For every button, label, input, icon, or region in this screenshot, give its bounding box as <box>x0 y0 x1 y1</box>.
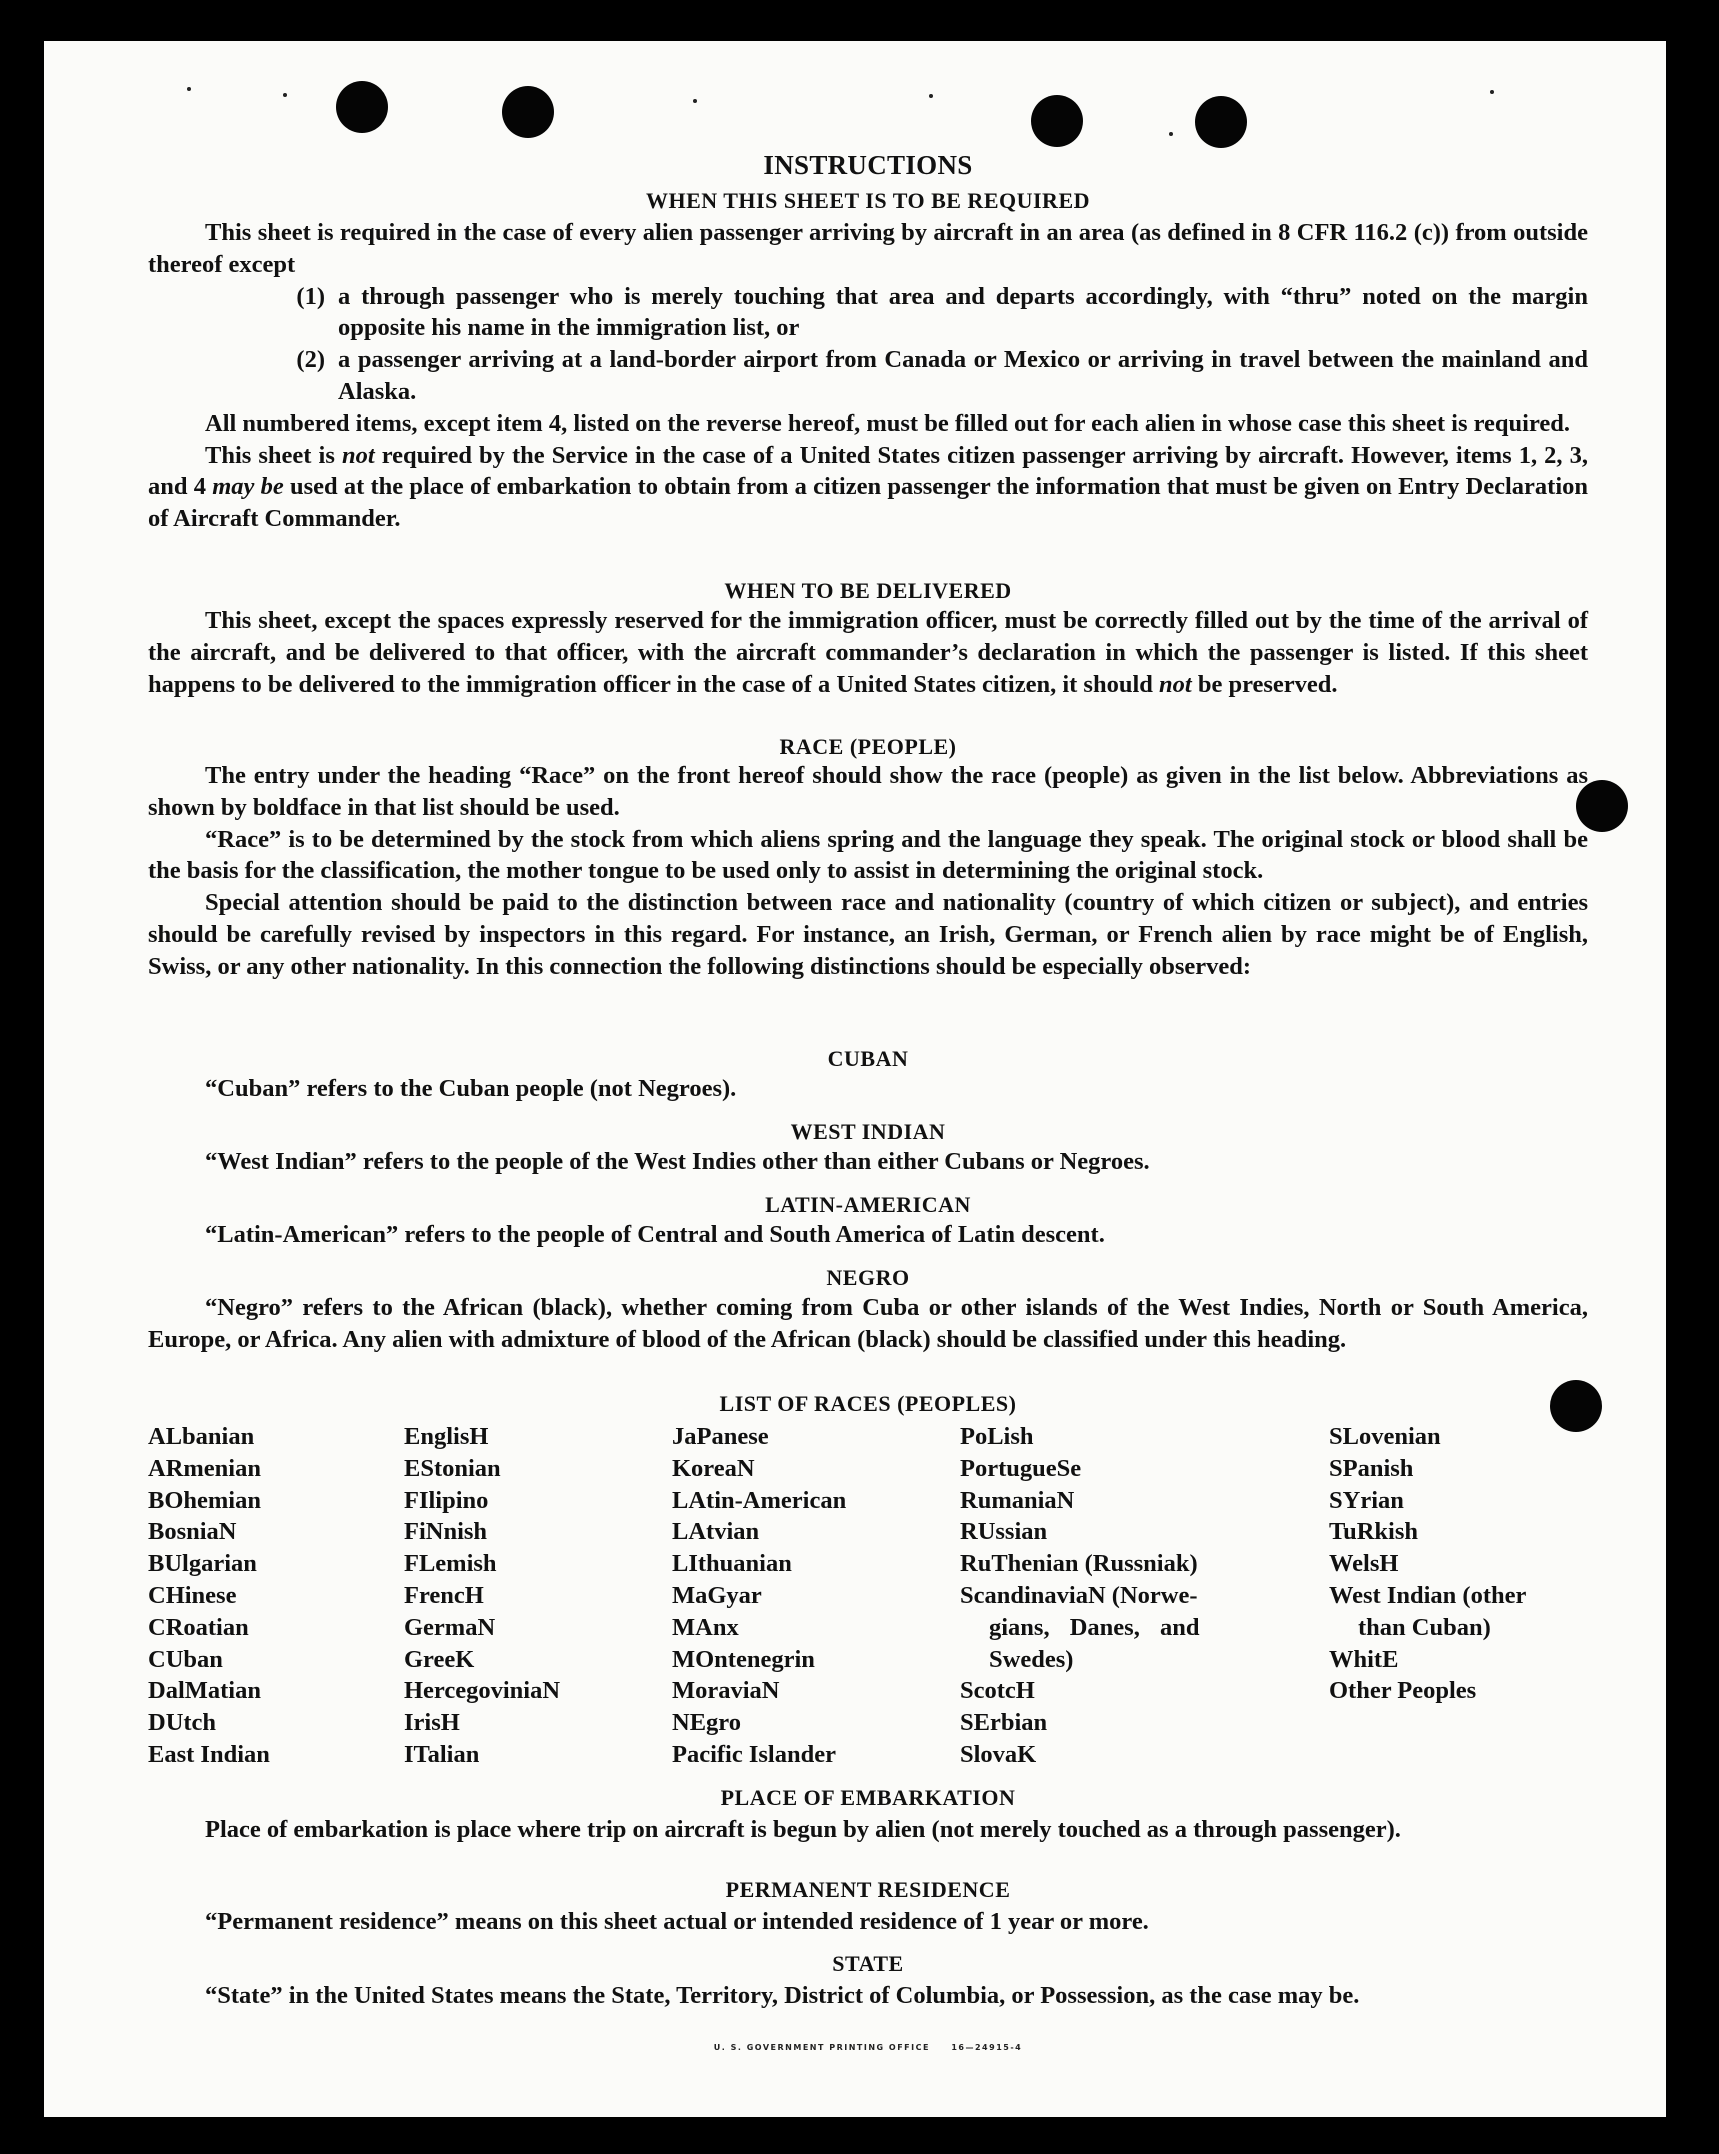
punch-hole <box>1195 96 1247 148</box>
section-negro <box>148 1292 1588 1356</box>
heading-permanent-residence: PERMANENT RESIDENCE <box>725 1877 1011 1902</box>
race-list-item: EStonian <box>404 1454 501 1482</box>
race-list-item: PortugueSe <box>960 1454 1082 1482</box>
race-list-item: ARmenian <box>148 1454 261 1482</box>
race-list-item: SYrian <box>1329 1486 1404 1514</box>
race-list-item: LAtvian <box>672 1518 760 1546</box>
race-list-item: Swedes) <box>989 1645 1074 1673</box>
section-when-required <box>148 217 1588 535</box>
heading-negro: NEGRO <box>826 1265 910 1290</box>
cuban-text: “Cuban” refers to the Cuban people (not Negroes). <box>205 1075 737 1102</box>
race-list-item: BosniaN <box>148 1518 237 1546</box>
emphasis-not: not <box>1159 670 1192 698</box>
race-list-item: MAnx <box>672 1613 739 1641</box>
race-list-item: MaGyar <box>672 1581 762 1609</box>
race-list-item: WelsH <box>1329 1550 1399 1578</box>
emphasis-may-be: may be <box>212 473 284 501</box>
scan-speck <box>1490 90 1494 94</box>
race-list-item: DUtch <box>148 1709 217 1737</box>
race-list-item: CRoatian <box>148 1613 249 1641</box>
citizen-paragraph: This sheet is not required by the Service in the case of a United States citizen passenger arriving by aircraft. However, items 1, 2, 3, and 4 may be used at the place of embarkation to obtain from a citizen passenger the information that must be given on Entry Declaration of Aircraft Commander. <box>148 441 1589 533</box>
scan-speck <box>693 99 697 103</box>
punch-hole <box>1031 95 1083 147</box>
negro-text: “Negro” refers to the African (black), whether coming from Cuba or other islands of the West Indies, North or South America, Europe, or Africa. Any alien with admixture of blood of the African (black) should be classified under this heading. <box>148 1294 1588 1353</box>
race-list-item: SlovaK <box>960 1740 1037 1768</box>
race-list-item: WhitE <box>1329 1645 1399 1673</box>
race-column-5 <box>1329 1421 1588 1707</box>
race-list-item: TuRkish <box>1329 1518 1419 1546</box>
heading-list-of-races: LIST OF RACES (PEOPLES) <box>719 1391 1017 1416</box>
race-list-item: FLemish <box>404 1550 497 1578</box>
race-list-item: BOhemian <box>148 1486 261 1514</box>
race-list-item: GreeK <box>404 1645 475 1673</box>
section-when-delivered <box>148 605 1588 700</box>
race-list-item: than Cuban) <box>1358 1613 1491 1641</box>
race-list-item: HercegoviniaN <box>404 1677 561 1705</box>
numbered-items-paragraph: All numbered items, except item 4, listed on the reverse hereof, must be filled out for each alien in whose case this sheet is required. <box>205 409 1571 437</box>
emphasis-not: not <box>341 441 375 469</box>
scan-speck <box>187 87 191 91</box>
scan-speck <box>1169 132 1173 136</box>
race-list-item: FiNnish <box>404 1518 488 1546</box>
scan-speck <box>929 94 933 98</box>
race-list-item: ITalian <box>404 1740 480 1768</box>
heading-race: RACE (PEOPLE) <box>779 734 957 759</box>
race-list-item: Other Peoples <box>1329 1677 1477 1705</box>
printer-footer: U. S. GOVERNMENT PRINTING OFFICE 16—24915-4 <box>713 2043 1023 2052</box>
section-cuban <box>148 1073 1588 1105</box>
race-list-item: FIlipino <box>404 1486 489 1514</box>
race-paragraph-3: Special attention should be paid to the distinction between race and nationality (country of which citizen or subject), and entries should be carefully revised by inspectors in this regard. For instance, an Irish, German, or French alien by race might be of English, Swiss, or any other nationality. In this connection the following distinctions should be especially observed: <box>148 889 1588 980</box>
heading-latin-american: LATIN-AMERICAN <box>765 1192 971 1217</box>
race-list-item: BUlgarian <box>148 1550 257 1578</box>
race-list-item: JaPanese <box>672 1423 769 1450</box>
state-text: “State” in the United States means the State, Territory, District of Columbia, or Possession, as the case may be. <box>205 1982 1360 2009</box>
race-paragraph-2: “Race” is to be determined by the stock from which aliens spring and the language they speak. The original stock or blood shall be the basis for the classification, the mother tongue to be used only to assist in determining the original stock. <box>148 825 1588 885</box>
heading-when-required: WHEN THIS SHEET IS TO BE REQUIRED <box>645 188 1091 213</box>
race-list-item: RuThenian (Russniak) <box>960 1550 1198 1578</box>
permanent-residence-text: “Permanent residence” means on this sheet actual or intended residence of 1 year or more. <box>205 1908 1149 1935</box>
section-race <box>148 760 1588 983</box>
race-list-item: RUssian <box>960 1518 1048 1546</box>
when-required-intro: This sheet is required in the case of every alien passenger arriving by aircraft in an area (as defined in 8 CFR 116.2 (c)) from outside thereof except <box>148 219 1588 278</box>
race-list-item: KoreaN <box>672 1454 755 1482</box>
race-column-4 <box>960 1421 1250 1771</box>
exception-text: a through passenger who is merely touching that area and departs accordingly, with “thru” noted on the margin opposite his name in the immigration list, or <box>338 282 1588 342</box>
race-list-item: LAtin-American <box>672 1486 847 1514</box>
exception-text: a passenger arriving at a land-border airport from Canada or Mexico or arriving in travel between the mainland and Alaska. <box>338 346 1588 405</box>
section-permanent-residence <box>148 1906 1588 1938</box>
race-list-item: CUban <box>148 1645 223 1673</box>
west-indian-text: “West Indian” refers to the people of the West Indies other than either Cubans or Negroes. <box>205 1148 1150 1175</box>
exception-item <box>148 281 1588 345</box>
section-state <box>148 1980 1588 2012</box>
race-paragraph-1: The entry under the heading “Race” on the front hereof should show the race (people) as given in the list below. Abbreviations as shown by boldface in that list should be used. <box>148 762 1588 821</box>
when-delivered-text: This sheet, except the spaces expressly reserved for the immigration officer, must be correctly filled out by the time of the arrival of the aircraft, and be delivered to that officer, with the aircraft commander’s declaration in which the passenger is listed. If this sheet happens to be delivered to the immigration officer in the case of a United States citizen, it should not be preserved. <box>148 607 1588 698</box>
race-list-item: RumaniaN <box>960 1486 1075 1514</box>
race-list-item: Pacific Islander <box>672 1740 836 1768</box>
section-place-of-embarkation <box>148 1814 1588 1846</box>
race-list-item: SPanish <box>1329 1454 1414 1482</box>
heading-place-of-embarkation: PLACE OF EMBARKATION <box>720 1785 1016 1810</box>
section-latin-american <box>148 1219 1588 1251</box>
race-list-item: IrisH <box>404 1709 460 1737</box>
race-list-item: ScotcH <box>960 1677 1035 1705</box>
exception-item <box>148 344 1588 408</box>
document-page <box>44 41 1666 2117</box>
race-list-item: EnglisH <box>404 1423 489 1450</box>
race-list-item: GermaN <box>404 1613 496 1641</box>
exception-number: (1) <box>296 282 325 310</box>
race-list-item: ALbanian <box>148 1423 255 1450</box>
punch-hole <box>502 86 554 138</box>
race-list-item: West Indian (other <box>1329 1581 1527 1609</box>
race-list-item: MOntenegrin <box>672 1645 815 1673</box>
section-west-indian <box>148 1146 1588 1178</box>
latin-american-text: “Latin-American” refers to the people of Central and South America of Latin descent. <box>205 1221 1105 1248</box>
race-list-item: PoLish <box>960 1423 1034 1450</box>
race-list-item: FrencH <box>404 1581 484 1609</box>
exception-list <box>148 281 1588 408</box>
race-list-item: NEgro <box>672 1709 741 1737</box>
race-list-item: SLovenian <box>1329 1423 1441 1450</box>
race-list-item: SErbian <box>960 1709 1048 1737</box>
punch-hole <box>336 81 388 133</box>
scan-speck <box>283 93 287 97</box>
page-title: INSTRUCTIONS <box>763 150 973 180</box>
place-of-embarkation-text: Place of embarkation is place where trip on aircraft is begun by alien (not merely touched as a through passenger). <box>205 1816 1401 1843</box>
heading-west-indian: WEST INDIAN <box>790 1119 946 1144</box>
race-column-3 <box>672 1421 952 1771</box>
race-list-item: DalMatian <box>148 1677 261 1705</box>
heading-state: STATE <box>832 1951 904 1976</box>
race-list-item: CHinese <box>148 1581 237 1609</box>
race-column-2 <box>404 1421 664 1771</box>
race-list-item: East Indian <box>148 1740 270 1768</box>
heading-when-delivered: WHEN TO BE DELIVERED <box>724 578 1012 603</box>
race-column-1 <box>148 1421 398 1771</box>
heading-cuban: CUBAN <box>827 1046 909 1071</box>
race-list-item: LIthuanian <box>672 1550 792 1578</box>
race-list-item: gians, Danes, and <box>989 1613 1200 1641</box>
race-list-item: MoraviaN <box>672 1677 780 1705</box>
exception-number: (2) <box>296 346 325 374</box>
race-list-item: ScandinaviaN (Norwe- <box>960 1581 1198 1609</box>
